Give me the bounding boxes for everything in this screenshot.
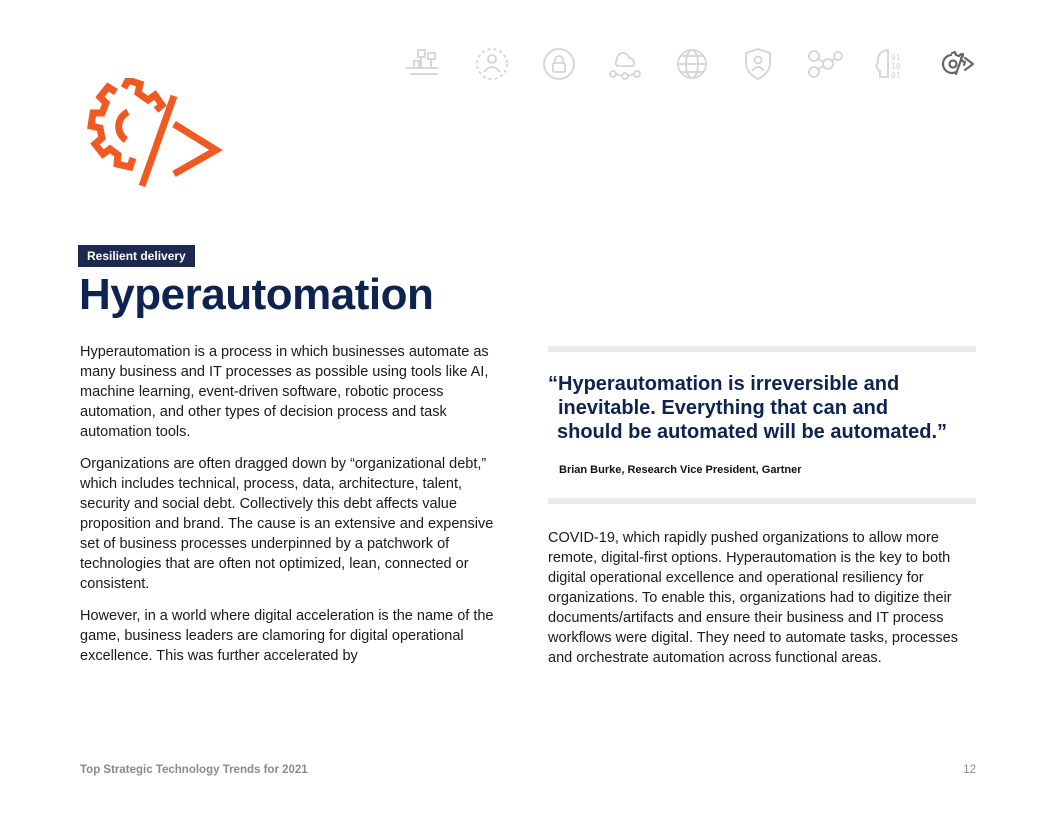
quote-top-rule	[548, 346, 976, 352]
connected-nodes-icon[interactable]	[804, 44, 844, 84]
shield-person-icon[interactable]	[738, 44, 778, 84]
footer-title: Top Strategic Technology Trends for 2021	[80, 764, 308, 776]
right-column	[548, 528, 978, 680]
org-chart-icon[interactable]	[402, 44, 442, 84]
cloud-network-icon[interactable]	[605, 44, 645, 84]
body-paragraph: Hyperautomation is a process in which businesses automate as many business and IT processes as possible using tools like AI, machine learning, event-driven software, robotic process automation, and other types of decision process and task automation tools.	[80, 344, 489, 440]
quote-line: should be automated will be automated.”	[557, 421, 948, 443]
ai-brain-icon[interactable]	[871, 44, 911, 84]
quote-attribution: Brian Burke, Research Vice President, Gartner	[559, 464, 802, 476]
gear-code-icon-active[interactable]	[937, 44, 977, 84]
quote-bottom-rule	[548, 498, 976, 504]
person-network-icon[interactable]	[472, 44, 512, 84]
globe-icon[interactable]	[672, 44, 712, 84]
svg-text:10: 10	[891, 62, 901, 71]
pull-quote	[548, 346, 976, 504]
svg-text:01: 01	[891, 71, 901, 80]
page-title: Hyperautomation	[79, 270, 434, 319]
lock-circle-icon[interactable]	[539, 44, 579, 84]
body-paragraph: However, in a world where digital acceleration is the name of the game, business leaders are clamoring for digital operational excellence. This was further accelerated by	[80, 608, 494, 664]
svg-text:01: 01	[891, 53, 901, 62]
quote-line: inevitable. Everything that can and	[558, 397, 889, 419]
gear-code-icon	[78, 78, 226, 190]
body-paragraph: Organizations are often dragged down by “organizational debt,” which includes technical, process, data, architecture, talent, security and social debt. Collectively this debt affects value proposition and brand. The cause is an extensive and expensive set of business processes underpinned by a patchwork of technologies that are often not optimized, lean, connected or consistent.	[80, 456, 494, 592]
left-column	[80, 342, 504, 678]
body-paragraph: COVID-19, which rapidly pushed organizations to allow more remote, digital-first options. Hyperautomation is the key to both digital operational excellence and operational resiliency for organizations. To enable this, organizations had to digitize their documents/artifacts and ensure their business and IT process workflows were digital. They need to automate tasks, processes and orchestrate automation across functional areas.	[548, 530, 958, 666]
section-tag: Resilient delivery	[78, 245, 195, 267]
page-number: 12	[963, 764, 976, 776]
quote-text	[548, 372, 976, 444]
quote-line: “Hyperautomation is irreversible and	[548, 373, 900, 395]
